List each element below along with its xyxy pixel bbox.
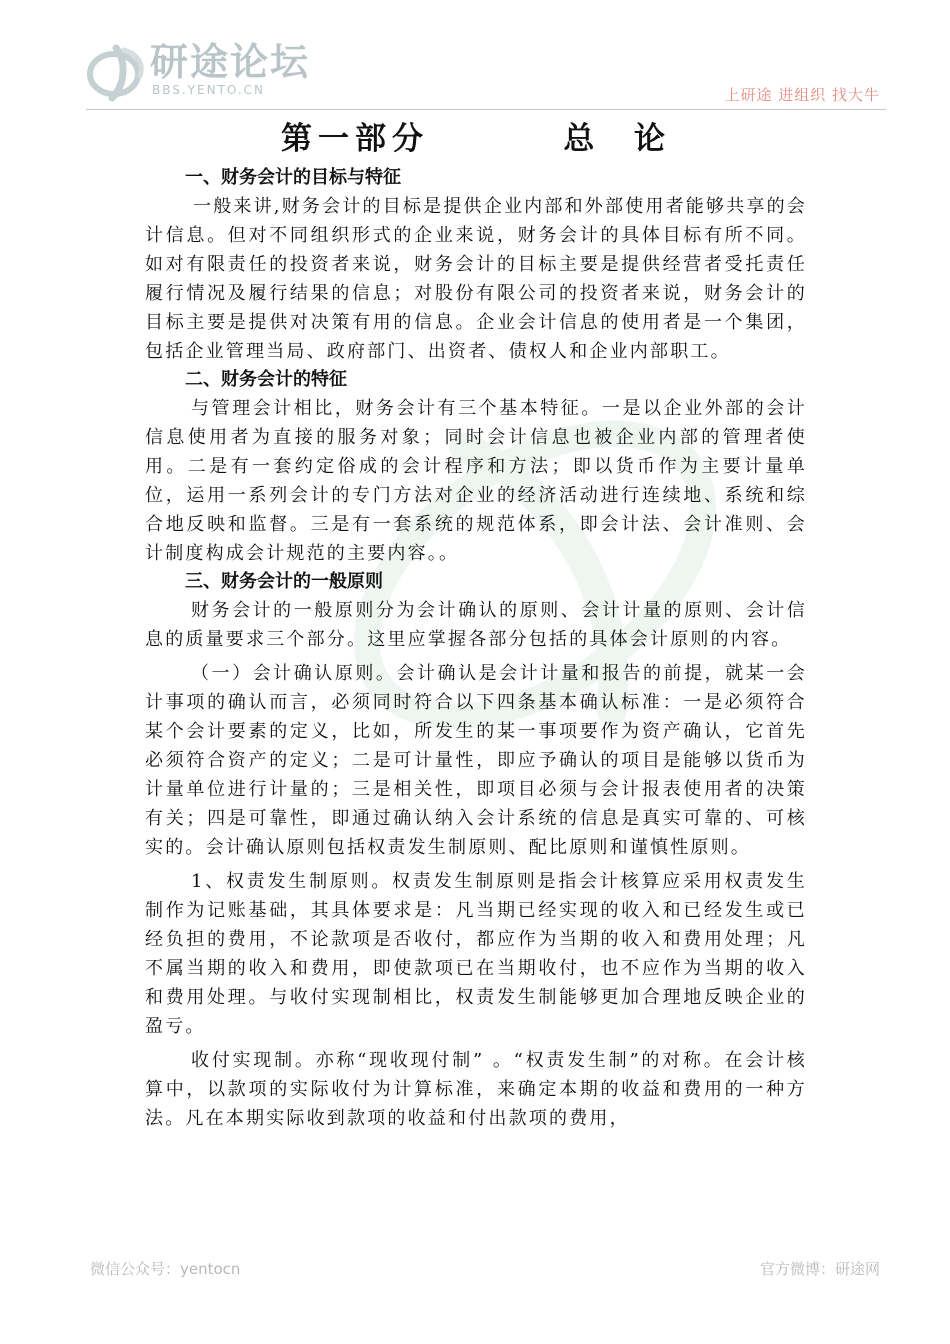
- paragraph: （一）会计确认原则。会计确认是会计计量和报告的前提，就某一会计事项的确认而言，必须同时符合以下四条基本确认标准：一是必须符合某个会计要素的定义，比如，所发生的某一事项要作为资产确认，它首先必须符合资产的定义；二是可计量性，即应予确认的项目是能够以货币为计量单位进行计量的；三是相关性，即项目必须与会计报表使用者的决策有关；四是可靠性，即通过确认纳入会计系统的信息是真实可靠的、可核实的。会计确认原则包括权责发生制原则、配比原则和谨慎性原则。: [145, 663, 807, 858]
- page-header: [0, 0, 950, 110]
- paragraph: 收付实现制。亦称“现收现付制” 。“权责发生制”的对称。在会计核算中，以款项的实际收付为计算标准，来确定本期的收益和费用的一种方法。凡在本期实际收到款项的收益和付出款项的费用，: [145, 1050, 807, 1129]
- paragraph: 一般来讲,财务会计的目标是提供企业内部和外部使用者能够共享的会计信息。但对不同组织形式的企业来说，财务会计的具体目标有所不同。如对有限责任的投资者来说，财务会计的目标主要是提供经营者受托责任履行情况及履行结果的信息；对股份有限公司的投资者来说，财务会计的目标主要是提供对决策有用的信息。企业会计信息的使用者是一个集团，包括企业管理当局、政府部门、出资者、债权人和企业内部职工。: [145, 196, 807, 362]
- document-body: [145, 118, 807, 1133]
- section-heading-2: 二、财务会计的特征: [185, 369, 347, 390]
- section-heading-3: 三、财务会计的一般原则: [185, 571, 383, 592]
- paragraph: 1、权责发生制原则。权责发生制原则是指会计核算应采用权责发生制作为记账基础，其具体要求是：凡当期已经实现的收入和已经发生或已经负担的费用，不论款项是否收付，都应作为当期的收入和费用处理；凡不属当期的收入和费用，即使款项已在当期收付，也不应作为当期的收入和费用处理。与收付实现制相比，权责发生制能够更加合理地反映企业的盈亏。: [145, 871, 807, 1037]
- paragraph: 与管理会计相比，财务会计有三个基本特征。一是以企业外部的会计信息使用者为直接的服务对象；同时会计信息也被企业内部的管理者使用。二是有一套约定俗成的会计程序和方法；即以货币作为主要计量单位，运用一系列会计的专门方法对企业的经济活动进行连续地、系统和综合地反映和监督。三是有一套系统的规范体系，即会计法、会计准则、会计制度构成会计规范的主要内容。。: [145, 398, 807, 564]
- page-title: 第一部分 总 论: [281, 121, 671, 157]
- header-divider: [86, 109, 886, 110]
- header-slogan: 上研途 进组织 找大牛: [724, 86, 880, 104]
- footer-weibo: 官方微博：研途网: [759, 1260, 880, 1278]
- logo-subtitle: BBS.YENTO.CN: [152, 83, 266, 97]
- paragraph: 财务会计的一般原则分为会计确认的原则、会计计量的原则、会计信息的质量要求三个部分。这里应掌握各部分包括的具体会计原则的内容。: [145, 600, 807, 650]
- yento-logo-icon: [86, 40, 148, 102]
- section-heading-1: 一、财务会计的目标与特征: [185, 167, 401, 188]
- footer-wechat: 微信公众号：yentocn: [90, 1260, 241, 1278]
- logo-name: 研途论坛: [150, 40, 311, 84]
